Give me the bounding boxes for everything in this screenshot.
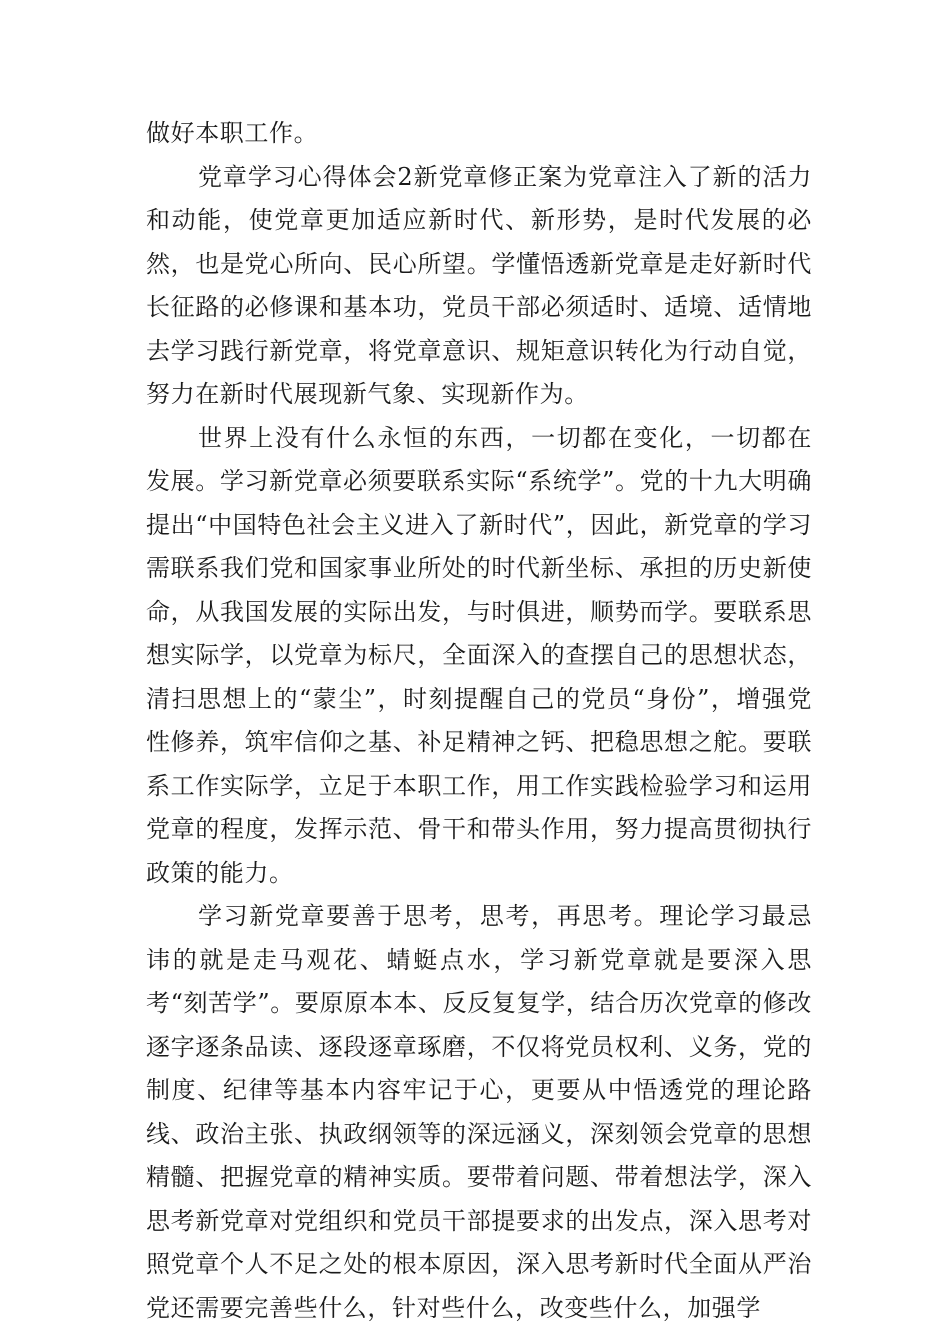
paragraph-2: 党章学习心得体会2新党章修正案为党章注入了新的活力和动能，使党章更加适应新时代、新形势，是时代发展的必然，也是党心所向、民心所望。学懂悟透新党章是走好新时代长征路的必修课和基本功，党员干部必须适时、适境、适情地去学习践行新党章，将党章意识、规矩意识转化为行动自觉，努力在新时代展现新气象、实现新作为。 [146,162,812,408]
paragraph-4: 学习新党章要善于思考，思考，再思考。理论学习最忌讳的就是走马观花、蜻蜓点水，学习新党章就是要深入思考“刻苦学”。要原原本本、反反复复学，结合历次党章的修改逐字逐条品读、逐段逐章琢磨，不仅将党员权利、义务，党的制度、纪律等基本内容牢记于心，更要从中悟透党的理论路线、政治主张、执政纲领等的深远涵义，深刻领会党章的思想精髓、把握党章的精神实质。要带着问题、带着想法学，深入思考新党章对党组织和党员干部提要求的出发点，深入思考对照党章个人不足之处的根本原因，深入思考新时代全面从严治党还需要完善些什么，针对些什么，改变些什么，加强学 [146,902,812,1322]
paragraph-3: 世界上没有什么永恒的东西，一切都在变化，一切都在发展。学习新党章必须要联系实际“系统学”。党的十九大明确提出“中国特色社会主义进入了新时代”，因此，新党章的学习需联系我们党和国家事业所处的时代新坐标、承担的历史新使命，从我国发展的实际出发，与时俱进，顺势而学。要联系思想实际学，以党章为标尺，全面深入的查摆自己的思想状态，清扫思想上的“蒙尘”，时刻提醒自己的党员“身份”，增强党性修养，筑牢信仰之基、补足精神之钙、把稳思想之舵。要联系工作实际学，立足于本职工作，用工作实践检验学习和运用党章的程度，发挥示范、骨干和带头作用，努力提高贯彻执行政策的能力。 [146,423,812,887]
document-body [146,112,812,1330]
paragraph-1: 做好本职工作。 [146,119,319,147]
